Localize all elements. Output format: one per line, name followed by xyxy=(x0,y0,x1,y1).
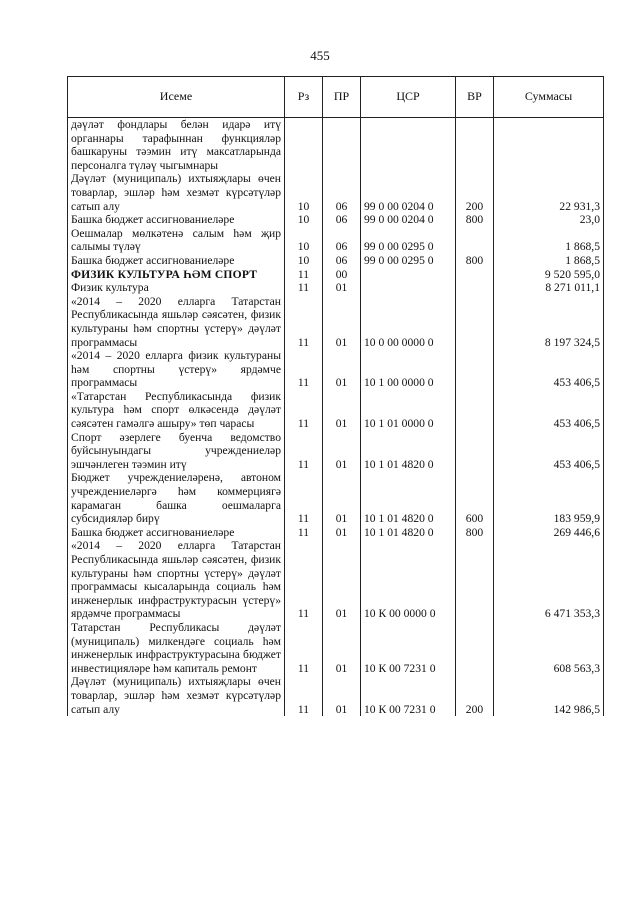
row-vr xyxy=(456,539,494,621)
row-vr: 800 xyxy=(456,254,494,268)
row-pr: 01 xyxy=(323,390,361,431)
row-vr xyxy=(456,621,494,675)
row-csr: 99 0 00 0295 0 xyxy=(361,227,456,254)
row-rz: 11 xyxy=(285,268,323,282)
table-row xyxy=(68,390,604,431)
row-csr: 10 К 00 7231 0 xyxy=(361,621,456,675)
table-row xyxy=(68,431,604,472)
table-row xyxy=(68,539,604,621)
row-rz: 11 xyxy=(285,675,323,716)
header-rz: Рз xyxy=(285,77,323,118)
row-sum: 608 563,3 xyxy=(494,621,604,675)
row-csr: 10 1 01 4820 0 xyxy=(361,431,456,472)
row-pr: 00 xyxy=(323,268,361,282)
row-pr: 01 xyxy=(323,621,361,675)
row-sum: 6 471 353,3 xyxy=(494,539,604,621)
table-row xyxy=(68,675,604,716)
row-csr xyxy=(361,118,456,173)
row-vr xyxy=(456,390,494,431)
row-csr: 10 1 01 4820 0 xyxy=(361,471,456,525)
row-sum: 9 520 595,0 xyxy=(494,268,604,282)
table-row xyxy=(68,213,604,227)
table-body xyxy=(68,118,604,717)
row-csr: 99 0 00 0204 0 xyxy=(361,213,456,227)
row-name: Башка бюджет ассигнованиеләре xyxy=(68,526,285,540)
row-vr: 600 xyxy=(456,471,494,525)
row-sum: 142 986,5 xyxy=(494,675,604,716)
row-sum: 1 868,5 xyxy=(494,227,604,254)
row-vr xyxy=(456,227,494,254)
row-vr xyxy=(456,295,494,349)
row-vr xyxy=(456,349,494,390)
row-vr: 200 xyxy=(456,172,494,213)
row-pr: 06 xyxy=(323,213,361,227)
header-name: Исеме xyxy=(68,77,285,118)
row-name: Оешмалар мөлкәтенә салым һәм җир салымы түләү xyxy=(68,227,285,254)
row-name: Дәүләт (муниципаль) ихтыяҗлары өчен товарлар, эшләр һәм хезмәт күрсәтүләр сатып алу xyxy=(68,172,285,213)
header-sum: Суммасы xyxy=(494,77,604,118)
row-rz: 10 xyxy=(285,254,323,268)
row-rz: 11 xyxy=(285,431,323,472)
row-csr: 10 1 01 0000 0 xyxy=(361,390,456,431)
row-csr: 99 0 00 0295 0 xyxy=(361,254,456,268)
row-csr: 10 0 00 0000 0 xyxy=(361,295,456,349)
table-header xyxy=(68,77,604,118)
row-pr: 01 xyxy=(323,295,361,349)
budget-table xyxy=(67,76,604,716)
row-sum: 453 406,5 xyxy=(494,390,604,431)
row-rz: 11 xyxy=(285,539,323,621)
row-rz: 11 xyxy=(285,621,323,675)
row-sum: 8 197 324,5 xyxy=(494,295,604,349)
row-sum: 453 406,5 xyxy=(494,431,604,472)
row-pr: 06 xyxy=(323,227,361,254)
table-row xyxy=(68,621,604,675)
row-vr: 800 xyxy=(456,526,494,540)
table-row xyxy=(68,254,604,268)
row-vr xyxy=(456,118,494,173)
row-vr xyxy=(456,268,494,282)
row-name: Бюджет учреждениеләренә, автоном учреждениеләргә һәм коммерциягә карамаган башка оешмаларга субсидияләр бирү xyxy=(68,471,285,525)
row-sum: 1 868,5 xyxy=(494,254,604,268)
row-name: ФИЗИК КУЛЬТУРА ҺӘМ СПОРТ xyxy=(68,268,285,282)
row-csr: 10 1 01 4820 0 xyxy=(361,526,456,540)
row-vr: 200 xyxy=(456,675,494,716)
row-rz: 11 xyxy=(285,281,323,295)
row-sum: 183 959,9 xyxy=(494,471,604,525)
row-vr: 800 xyxy=(456,213,494,227)
row-name: Дәүләт (муниципаль) ихтыяҗлары өчен товарлар, эшләр һәм хезмәт күрсәтүләр сатып алу xyxy=(68,675,285,716)
row-csr: 10 К 00 0000 0 xyxy=(361,539,456,621)
row-rz: 10 xyxy=(285,213,323,227)
row-csr xyxy=(361,268,456,282)
row-name: Физик культура xyxy=(68,281,285,295)
row-pr: 01 xyxy=(323,349,361,390)
row-sum: 453 406,5 xyxy=(494,349,604,390)
table-row xyxy=(68,268,604,282)
row-rz: 11 xyxy=(285,526,323,540)
row-name: «2014 – 2020 елларга физик культураны һәм спортны үстерү» ярдәмче программасы xyxy=(68,349,285,390)
row-pr xyxy=(323,118,361,173)
table-row xyxy=(68,526,604,540)
table-row xyxy=(68,471,604,525)
row-pr: 01 xyxy=(323,539,361,621)
row-rz: 11 xyxy=(285,471,323,525)
row-name: «Татарстан Республикасында физик культура һәм спорт өлкәсендә дәүләт сәясәтен гамәлгә ашыру» төп чарасы xyxy=(68,390,285,431)
table-row xyxy=(68,349,604,390)
row-name: Башка бюджет ассигнованиеләре xyxy=(68,254,285,268)
row-rz: 11 xyxy=(285,390,323,431)
table-row xyxy=(68,172,604,213)
row-pr: 01 xyxy=(323,526,361,540)
page-number: 455 xyxy=(310,48,330,63)
row-pr: 06 xyxy=(323,172,361,213)
row-pr: 01 xyxy=(323,471,361,525)
row-csr xyxy=(361,281,456,295)
header-csr: ЦСР xyxy=(361,77,456,118)
row-vr xyxy=(456,281,494,295)
row-sum: 269 446,6 xyxy=(494,526,604,540)
row-name: Татарстан Республикасы дәүләт (муниципаль) милкендәге социаль һәм инженерлык инфраструктурасына бюджет инвестицияләре һәм капиталь ремонт xyxy=(68,621,285,675)
row-rz: 11 xyxy=(285,349,323,390)
row-name: Башка бюджет ассигнованиеләре xyxy=(68,213,285,227)
row-pr: 01 xyxy=(323,281,361,295)
row-name: Спорт әзерлеге буенча ведомство буйсынуындагы учреждениеләр эшчәнлеген тәэмин итү xyxy=(68,431,285,472)
row-csr: 10 1 00 0000 0 xyxy=(361,349,456,390)
header-vr: ВР xyxy=(456,77,494,118)
row-csr: 99 0 00 0204 0 xyxy=(361,172,456,213)
row-csr: 10 К 00 7231 0 xyxy=(361,675,456,716)
row-sum xyxy=(494,118,604,173)
table-row xyxy=(68,118,604,173)
row-name: дәүләт фондлары белән идарә итү органнары тарафыннан функцияләр башкаруны тәэмин итү максатларында персоналга түләү чыгымнары xyxy=(68,118,285,173)
row-name: «2014 – 2020 елларга Татарстан Республикасында яшьләр сәясәтен, физик культураны һәм спортны үстерү» дәүләт программасы кысаларында социаль һәм инженерлык инфраструктурасын үстерү» ярдәмче программасы xyxy=(68,539,285,621)
table-row xyxy=(68,227,604,254)
row-pr: 06 xyxy=(323,254,361,268)
header-pr: ПР xyxy=(323,77,361,118)
row-pr: 01 xyxy=(323,675,361,716)
row-rz: 10 xyxy=(285,172,323,213)
row-rz: 11 xyxy=(285,295,323,349)
table-row xyxy=(68,295,604,349)
row-pr: 01 xyxy=(323,431,361,472)
row-sum: 8 271 011,1 xyxy=(494,281,604,295)
row-rz: 10 xyxy=(285,227,323,254)
row-sum: 22 931,3 xyxy=(494,172,604,213)
row-rz xyxy=(285,118,323,173)
table-row xyxy=(68,281,604,295)
row-name: «2014 – 2020 елларга Татарстан Республикасында яшьләр сәясәтен, физик культураны һәм спортны үстерү» дәүләт программасы xyxy=(68,295,285,349)
row-vr xyxy=(456,431,494,472)
row-sum: 23,0 xyxy=(494,213,604,227)
